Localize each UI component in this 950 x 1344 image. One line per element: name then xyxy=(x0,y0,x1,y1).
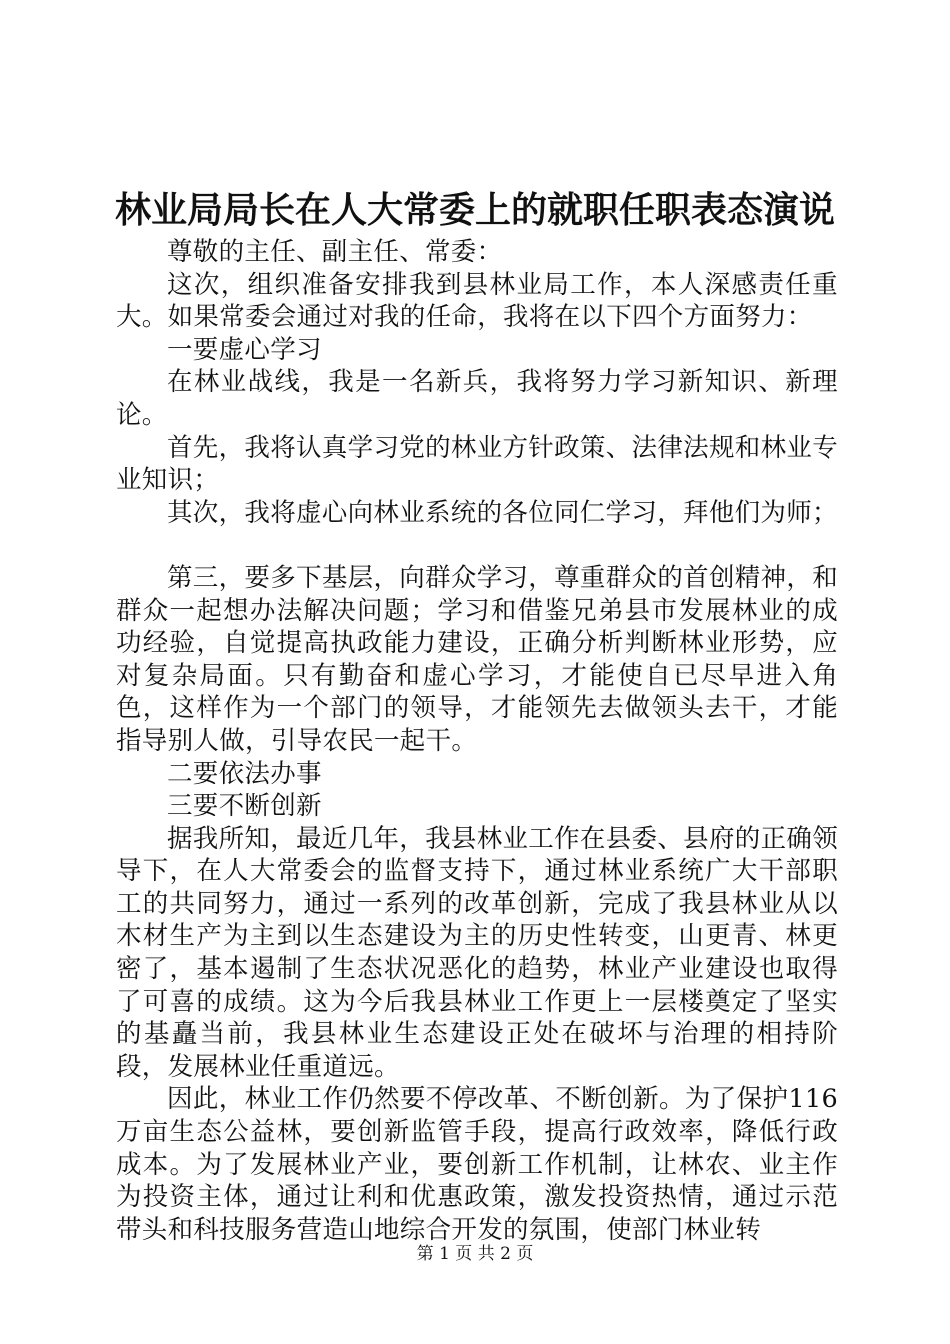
page-footer: 第 1 页 共 2 页 xyxy=(416,1244,534,1264)
document-title: 林业局局长在人大常委上的就职任职表态演说 xyxy=(114,189,835,231)
heading-point-two: 二要依法办事 xyxy=(167,758,322,789)
paragraph: 据我所知，最近几年，我县林业工作在县委、县府的正确领导下，在人大常委会的监督支持下，通过林业系统广大干部职工的共同努力，通过一系列的改革创新，完成了我县林业从以木材生产为主到以生态建设为主的历史性转变，山更青、林更密了，基本遏制了生态状况恶化的趋势，林业产业建设也取得了可喜的成绩。这为今后我县林业工作更上一层楼奠定了坚实的基矗当前，我县林业生态建设正处在破坏与治理的相持阶段，发展林业任重道远。 xyxy=(116,823,838,1082)
paragraph: 因此，林业工作仍然要不停改革、不断创新。为了保护116万亩生态公益林，要创新监管手段，提高行政效率，降低行政成本。为了发展林业产业，要创新工作机制，让林农、业主作为投资主体，通过让利和优惠政策，激发投资热情，通过示范带头和科技服务营造山地综合开发的氛围，使部门林业转 xyxy=(116,1084,838,1245)
heading-point-one: 一要虚心学习 xyxy=(167,334,322,365)
document-body xyxy=(116,236,838,1246)
paragraph: 其次，我将虚心向林业系统的各位同仁学习，拜他们为师； xyxy=(167,497,838,528)
heading-point-three: 三要不断创新 xyxy=(167,791,322,822)
blank-line xyxy=(116,529,838,562)
paragraph: 首先，我将认真学习党的林业方针政策、法律法规和林业专业知识； xyxy=(116,432,838,496)
paragraph-intro: 这次，组织准备安排我到县林业局工作，本人深感责任重大。如果常委会通过对我的任命，我将在以下四个方面努力： xyxy=(116,269,838,333)
paragraph: 在林业战线，我是一名新兵，我将努力学习新知识、新理论。 xyxy=(116,367,838,430)
paragraph-salutation: 尊敬的主任、副主任、常委： xyxy=(167,237,503,267)
paragraph: 第三，要多下基层，向群众学习，尊重群众的首创精神，和群众一起想办法解决问题；学习和借鉴兄弟县市发展林业的成功经验，自觉提高执政能力建设，正确分析判断林业形势，应对复杂局面。只有勤奋和虚心学习，才能使自已尽早进入角色，这样作为一个部门的领导，才能领先去做领头去干，才能指导别人做，引导农民一起干。 xyxy=(116,562,838,756)
